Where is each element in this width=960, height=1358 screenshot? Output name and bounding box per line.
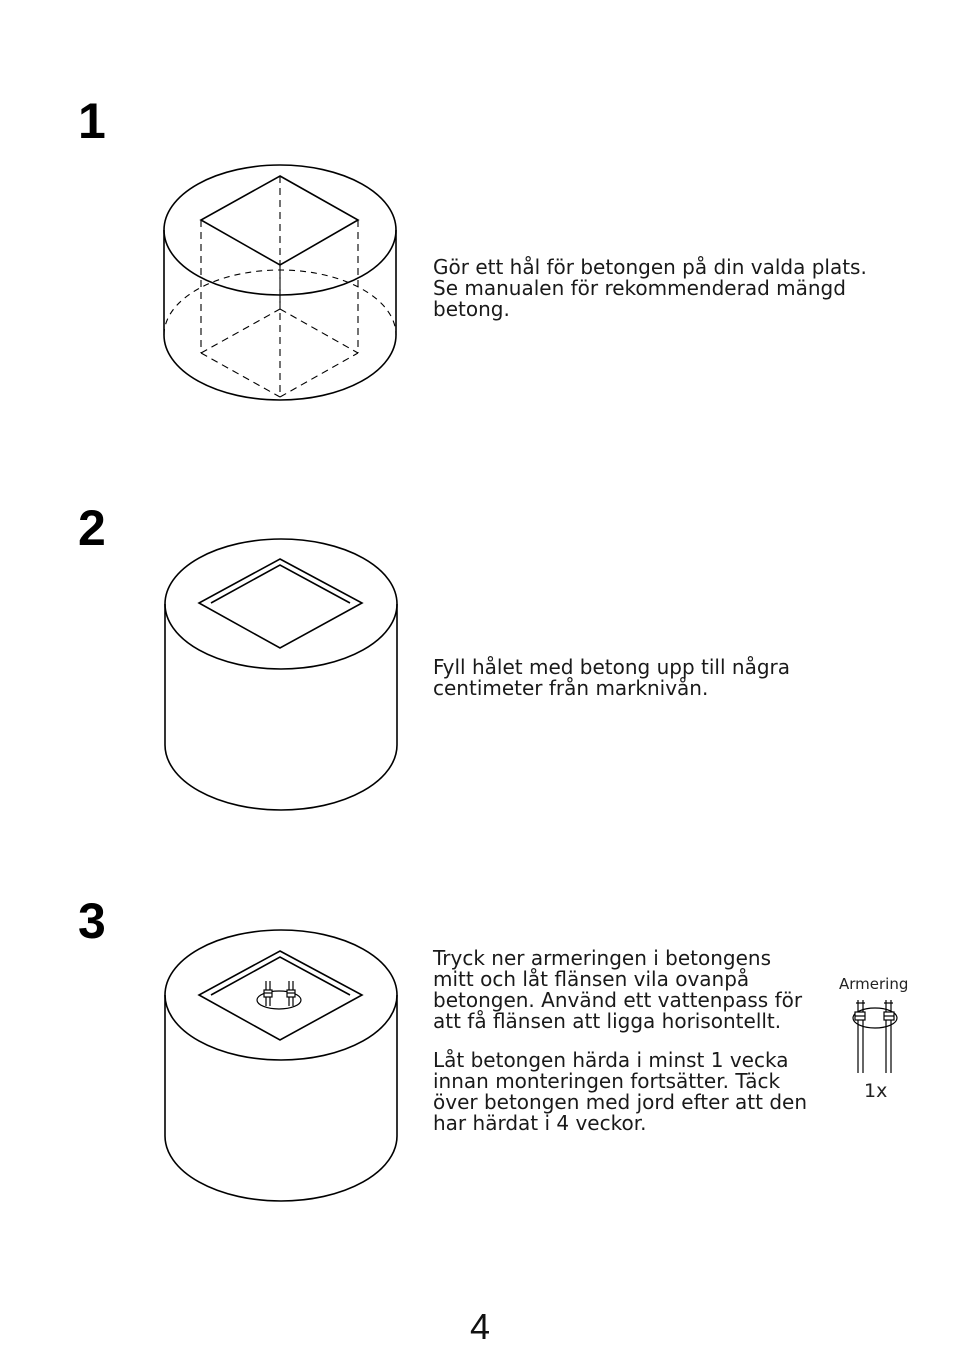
step-3-text: Tryck ner armeringen i betongens mitt och låt flänsen vila ovanpå betongen. Använd ett vattenpass för att få flänsen att ligga horisontellt.	[433, 946, 803, 1033]
reinforcement-icon	[845, 995, 905, 1085]
hole-cylinder-diagram	[155, 160, 405, 410]
step-3-text-curing: Låt betongen härda i minst 1 vecka innan monteringen fortsätter. Täck över betongen med jord efter att den har härdat i 4 veckor.	[433, 1048, 807, 1135]
step-1-text: Gör ett hål för betongen på din valda plats. Se manualen för rekommenderad mängd betong.	[433, 255, 867, 321]
part-quantity: 1x	[864, 1080, 888, 1102]
step-3-number: 3	[78, 893, 106, 949]
step-1-number: 1	[78, 93, 106, 149]
reinforcement-in-concrete-icon	[257, 981, 301, 1009]
step-2-number: 2	[78, 500, 106, 556]
page-number: 4	[470, 1306, 491, 1347]
filled-cylinder-diagram	[155, 530, 405, 820]
step-2-text: Fyll hålet med betong upp till några centimeter från marknivån.	[433, 655, 791, 700]
part-label: Armering	[839, 975, 909, 993]
reinforcement-cylinder-diagram	[155, 920, 405, 1210]
